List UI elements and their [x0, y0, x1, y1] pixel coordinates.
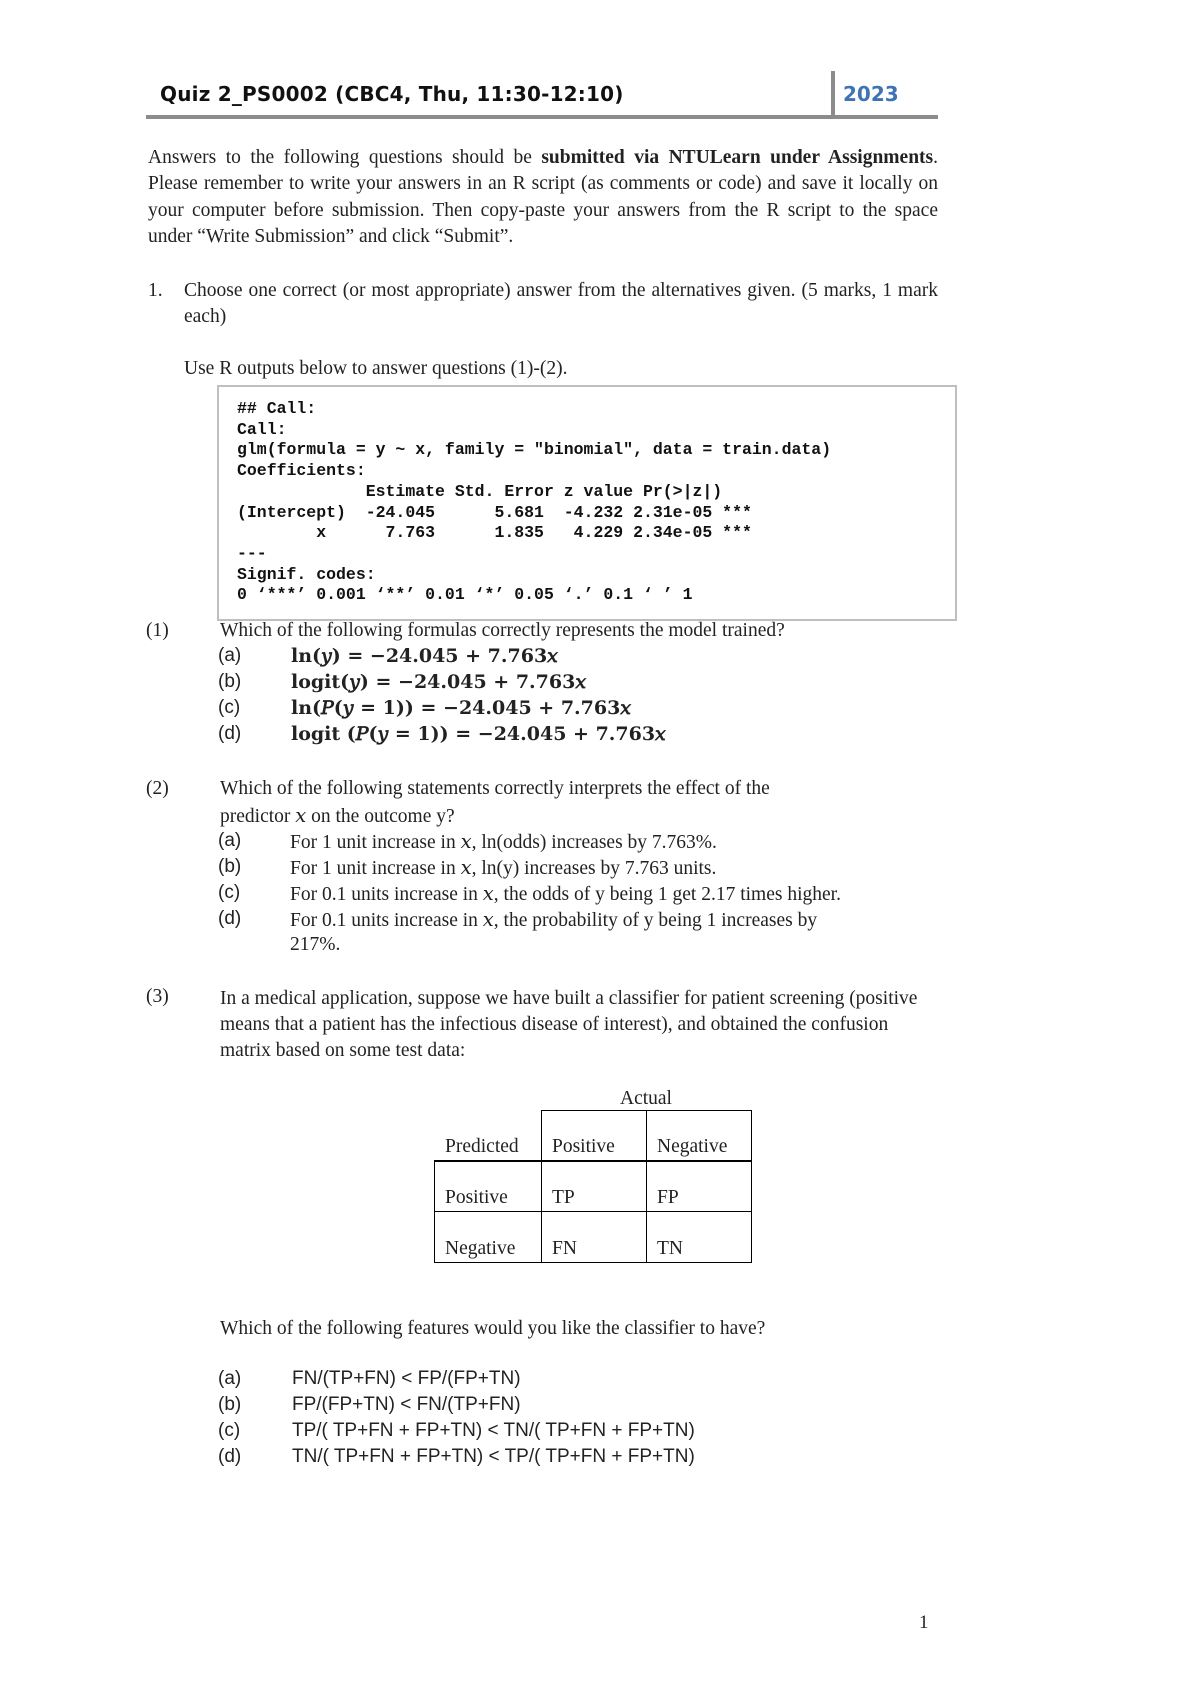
sub2-option-d-continued: 217%.	[290, 934, 341, 955]
sub1-label: (1)	[146, 620, 169, 641]
sub1-option-c[interactable]: ln(𝑃(𝑦 = 1)) = −24.045 + 7.763𝑥	[291, 697, 632, 719]
matrix-cell-fn: FN	[552, 1238, 577, 1259]
quiz-year: 2023	[843, 82, 899, 106]
header-rule	[146, 115, 938, 119]
sub2-option-c-letter: (c)	[218, 882, 241, 903]
matrix-row-negative: Negative	[445, 1238, 516, 1259]
sub2-option-b[interactable]: For 1 unit increase in 𝑥, ln(y) increases by 7.763 units.	[290, 858, 717, 879]
question-1-number: 1.	[148, 280, 163, 301]
matrix-cell-tp: TP	[552, 1187, 575, 1208]
instructions-paragraph	[148, 145, 938, 251]
sub1-option-d-letter: (d)	[218, 723, 242, 744]
sub3-label: (3)	[146, 986, 169, 1007]
sub2-option-c[interactable]: For 0.1 units increase in 𝑥, the odds of y being 1 get 2.17 times higher.	[290, 884, 841, 905]
matrix-row-positive: Positive	[445, 1187, 508, 1208]
matrix-col-negative: Negative	[657, 1136, 728, 1157]
sub3-option-c-letter: (c)	[218, 1420, 241, 1441]
sub2-option-d-letter: (d)	[218, 908, 242, 929]
matrix-middle-rule	[434, 1211, 752, 1212]
sub3-option-c[interactable]: TP/( TP+FN + FP+TN) < TN/( TP+FN + FP+TN)	[292, 1420, 695, 1441]
use-r-instruction: Use R outputs below to answer questions (1)-(2).	[184, 358, 568, 379]
sub1-option-a-letter: (a)	[218, 645, 242, 666]
sub3-option-b[interactable]: FP/(FP+TN) < FN/(TP+FN)	[292, 1394, 521, 1415]
sub2-label: (2)	[146, 778, 169, 799]
header-divider	[831, 71, 835, 118]
sub1-option-b[interactable]: logit(𝑦) = −24.045 + 7.763𝑥	[291, 671, 587, 693]
quiz-title: Quiz 2_PS0002 (CBC4, Thu, 11:30-12:10)	[160, 82, 624, 106]
instructions-part2: . Please remember to write your answers in an R script (as comments or code) and save it locally on your computer before submission. Then copy-paste your answers from the R script to the space under “Write Submission” and click “Submit”.	[148, 147, 938, 248]
r-output-code: ## Call: Call: glm(formula = y ~ x, family = "binomial", data = train.data) Coefficients: Estimate Std. Error z value Pr(>|z|) (Intercept) -24.045 5.681 -4.232 2.31e-05 *** x 7.763 1.835 4.229 2.34e-05 *** --- Signif. codes: 0 ‘***’ 0.001 ‘**’ 0.01 ‘*’ 0.05 ‘.’ 0.1 ‘ ’ 1	[237, 399, 832, 605]
sub2-option-b-letter: (b)	[218, 856, 242, 877]
matrix-cell-tn: TN	[657, 1238, 683, 1259]
sub3-option-d[interactable]: TN/( TP+FN + FP+TN) < TP/( TP+FN + FP+TN)	[292, 1446, 695, 1467]
matrix-vrule-1	[541, 1110, 542, 1263]
sub3-option-b-letter: (b)	[218, 1394, 242, 1415]
matrix-header-rule	[434, 1160, 752, 1162]
sub3-option-a[interactable]: FN/(TP+FN) < FP/(FP+TN)	[292, 1368, 521, 1389]
sub1-option-d[interactable]: logit (𝑃(𝑦 = 1)) = −24.045 + 7.763𝑥	[291, 723, 666, 745]
question-1-text: Choose one correct (or most appropriate) answer from the alternatives given. (5 marks, 1 mark each)	[184, 280, 938, 328]
sub3-followup: Which of the following features would you like the classifier to have?	[220, 1318, 766, 1339]
matrix-actual-label: Actual	[620, 1088, 672, 1109]
sub3-option-a-letter: (a)	[218, 1368, 242, 1389]
sub1-option-a[interactable]: ln(𝑦) = −24.045 + 7.763𝑥	[291, 645, 558, 667]
instructions-bold: submitted via NTULearn under Assignments	[541, 147, 934, 168]
sub1-question: Which of the following formulas correctly represents the model trained?	[220, 620, 785, 641]
sub2-question-line2: predictor 𝑥 on the outcome y?	[220, 806, 455, 827]
matrix-bottom-rule	[434, 1262, 752, 1263]
matrix-vrule-3	[751, 1110, 752, 1263]
sub3-option-d-letter: (d)	[218, 1446, 242, 1467]
sub2-option-a-letter: (a)	[218, 830, 242, 851]
page-number: 1	[919, 1612, 929, 1633]
sub2-question-line1: Which of the following statements correctly interprets the effect of the	[220, 778, 770, 799]
sub3-question: In a medical application, suppose we have built a classifier for patient screening (positive means that a patient has the infectious disease of interest), and obtained the confusion matrix based on some test data:	[220, 988, 918, 1061]
instructions-part1: Answers to the following questions should be	[148, 147, 542, 168]
sub2-option-d[interactable]: For 0.1 units increase in 𝑥, the probability of y being 1 increases by	[290, 910, 818, 931]
matrix-col-positive: Positive	[552, 1136, 615, 1157]
r-output-box	[217, 385, 957, 621]
matrix-vrule-2	[646, 1110, 647, 1263]
sub2-option-a[interactable]: For 1 unit increase in 𝑥, ln(odds) increases by 7.763%.	[290, 832, 717, 853]
matrix-predicted-label: Predicted	[445, 1136, 519, 1157]
sub1-option-b-letter: (b)	[218, 671, 242, 692]
sub1-option-c-letter: (c)	[218, 697, 241, 718]
matrix-cell-fp: FP	[657, 1187, 679, 1208]
